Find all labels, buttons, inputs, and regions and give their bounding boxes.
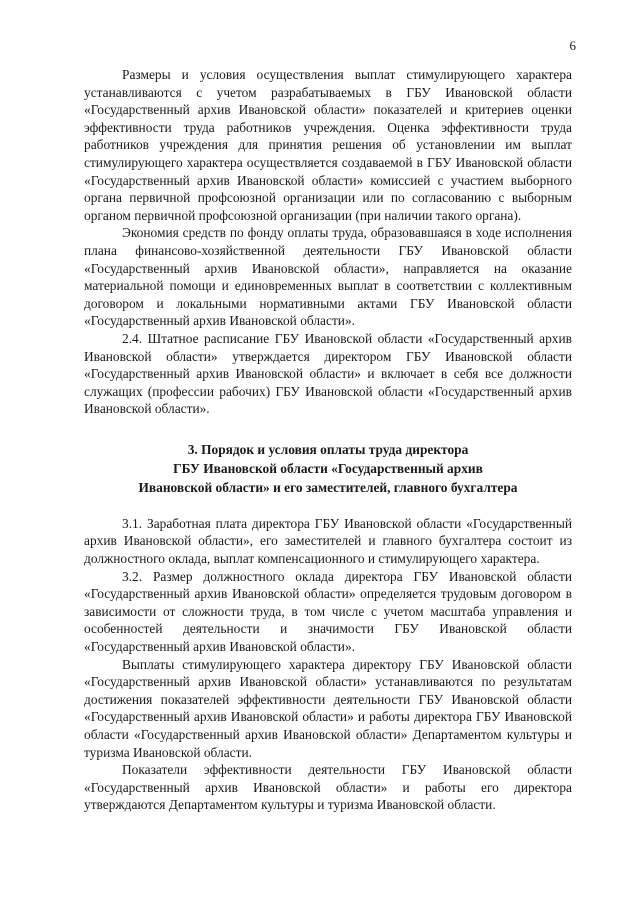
section-heading-line: Ивановской области» и его заместителей, главного бухгалтера — [138, 479, 518, 495]
section-heading — [84, 440, 572, 497]
paragraph: 3.1. Заработная плата директора ГБУ Ивановской области «Государственный архив Ивановской области», его заместителей и главного бухгалтера состоит из должностного оклада, выплат компенсационного и стимулирующего характера. — [84, 515, 572, 567]
page-number: 6 — [569, 38, 576, 53]
section-heading-line: 3. Порядок и условия оплаты труда директора — [187, 441, 469, 457]
paragraph: Показатели эффективности деятельности ГБУ Ивановской области «Государственный архив Ивановской области» и работы его директора утверждаются Департаментом культуры и туризма Ивановской области. — [84, 762, 572, 813]
paragraph: 2.4. Штатное расписание ГБУ Ивановской области «Государственный архив Ивановской области» утверждается директором ГБУ Ивановской области «Государственный архив Ивановской области» и включает в себя все должности служащих (профессии рабочих) ГБУ Ивановской области «Государственный архив Ивановской области». — [84, 330, 572, 417]
paragraph: 3.2. Размер должностного оклада директора ГБУ Ивановской области «Государственный архив Ивановской области» определяется трудовым договором в зависимости от сложности труда, в том числе с учетом масштаба управления и особенностей деятельности и значимости ГБУ Ивановской области «Государственный архив Ивановской области». — [84, 568, 572, 655]
document-body — [84, 66, 572, 814]
paragraph: Экономия средств по фонду оплаты труда, образовавшаяся в ходе исполнения плана финансово-хозяйственной деятельности ГБУ Ивановской области «Государственный архив Ивановской области», направляется на оказание материальной помощи и единовременных выплат в соответствии с коллективным договором и локальными нормативными актами ГБУ Ивановской области «Государственный архив Ивановской области». — [84, 225, 572, 329]
section-heading-line: ГБУ Ивановской области «Государственный архив — [173, 460, 483, 476]
paragraph: Размеры и условия осуществления выплат стимулирующего характера устанавливаются с учетом разрабатываемых в ГБУ Ивановской области «Государственный архив Ивановской области» показателей и критериев оценки эффективности труда работников учреждения. Оценка эффективности труда работников учреждения для принятия решения об установлении им выплат стимулирующего характера осуществляется создаваемой в ГБУ Ивановской области «Государственный архив Ивановской области» комиссией с участием выборного органа первичной профсоюзной организации или по согласованию с выборным органом первичной профсоюзной организации (при наличии такого органа). — [84, 67, 572, 223]
paragraph: Выплаты стимулирующего характера директору ГБУ Ивановской области «Государственный архив Ивановской области» устанавливаются по результатам достижения показателей эффективности деятельности ГБУ Ивановской области «Государственный архив Ивановской области» и работы директора ГБУ Ивановской области «Государственный архив Ивановской области» Департаментом культуры и туризма Ивановской области. — [84, 656, 572, 760]
